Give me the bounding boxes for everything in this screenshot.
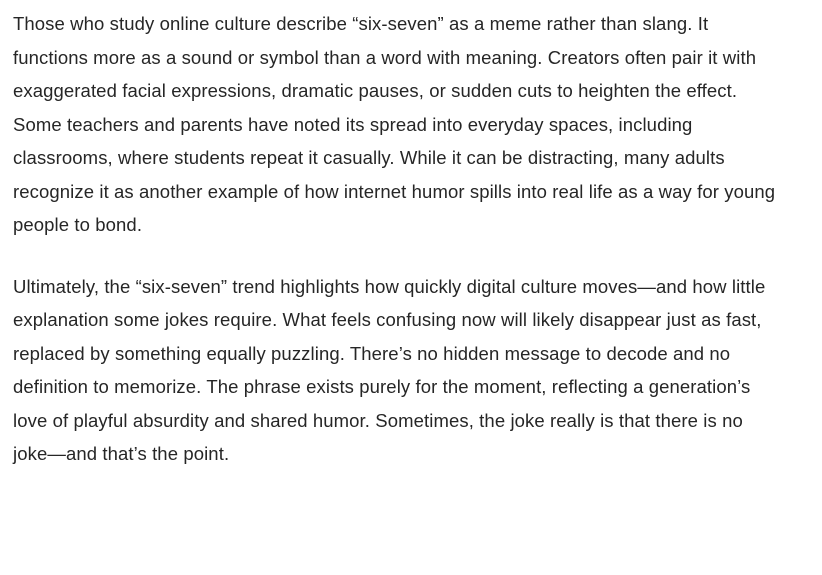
- paragraph-conclusion: Ultimately, the “six-seven” trend highlights how quickly digital culture moves—and how little explanation some jokes require. What feels confusing now will likely disappear just as fast, replaced by something equally puzzling. There’s no hidden message to decode and no definition to memorize. The phrase exists purely for the moment, reflecting a generation’s love of playful absurdity and shared humor. Sometimes, the joke really is that there is no joke—and that’s the point.: [13, 275, 766, 464]
- paragraph-meme-description: Those who study online culture describe “six-seven” as a meme rather than slang. It functions more as a sound or symbol than a word with meaning. Creators often pair it with exaggerated facial expressions, dramatic pauses, or sudden cuts to heighten the effect. Some teachers and parents have noted its spread into everyday spaces, including classrooms, where students repeat it casually. While it can be distracting, many adults recognize it as another example of how internet humor spills into real life as a way for young people to bond.: [13, 13, 776, 235]
